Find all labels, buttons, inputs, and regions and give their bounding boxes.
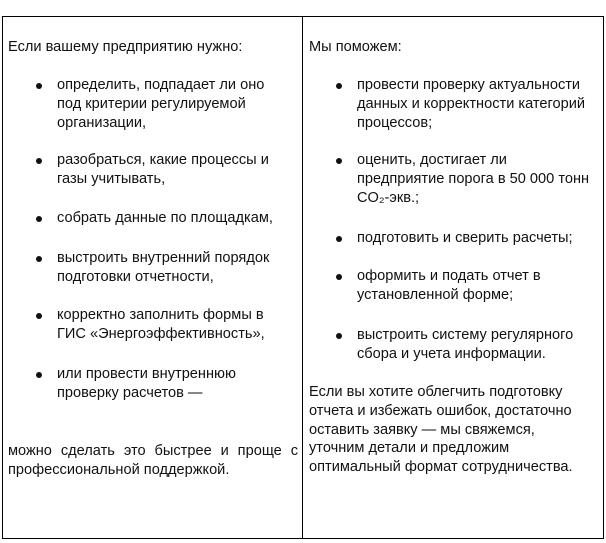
bullet-icon — [336, 274, 342, 280]
list-item: оценить, достигает ли предприятие порога в 50 000 тонн CO₂-экв.; — [357, 151, 597, 207]
bullet-icon — [36, 372, 42, 378]
bullet-icon — [36, 83, 42, 89]
bullet-icon — [336, 236, 342, 242]
bullet-icon — [336, 333, 342, 339]
bullet-icon — [336, 83, 342, 89]
right-intro: Мы поможем: — [309, 39, 402, 55]
list-item: разобраться, какие процессы и газы учитывать, — [57, 151, 282, 189]
column-divider — [302, 16, 303, 538]
list-item: выстроить систему регулярного сбора и учета информации. — [357, 326, 597, 364]
list-item: определить, подпадает ли оно под критерии регулируемой организации, — [57, 76, 282, 132]
bullet-icon — [336, 158, 342, 164]
left-intro: Если вашему предприятию нужно: — [8, 39, 243, 55]
left-conclusion: можно сделать это быстрее и проще с профессиональной поддержкой. — [8, 443, 298, 478]
list-item: провести проверку актуальности данных и корректности категорий процессов; — [357, 76, 597, 132]
right-conclusion: Если вы хотите облегчить подготовку отчета и избежать ошибок, достаточно оставить заявку — мы свяжемся, уточним детали и предложим оптимальный формат сотрудничества. — [309, 384, 573, 476]
bullet-icon — [36, 256, 42, 262]
bullet-icon — [36, 158, 42, 164]
list-item: корректно заполнить формы в ГИС «Энергоэффективность», — [57, 306, 282, 344]
list-item: выстроить внутренний порядок подготовки отчетности, — [57, 249, 282, 287]
list-item: оформить и подать отчет в установленной форме; — [357, 267, 597, 305]
bullet-icon — [36, 313, 42, 319]
bullet-icon — [36, 216, 42, 222]
list-item: подготовить и сверить расчеты; — [357, 229, 597, 248]
list-item: или провести внутреннюю проверку расчетов — — [57, 365, 282, 403]
list-item: собрать данные по площадкам, — [57, 209, 282, 228]
